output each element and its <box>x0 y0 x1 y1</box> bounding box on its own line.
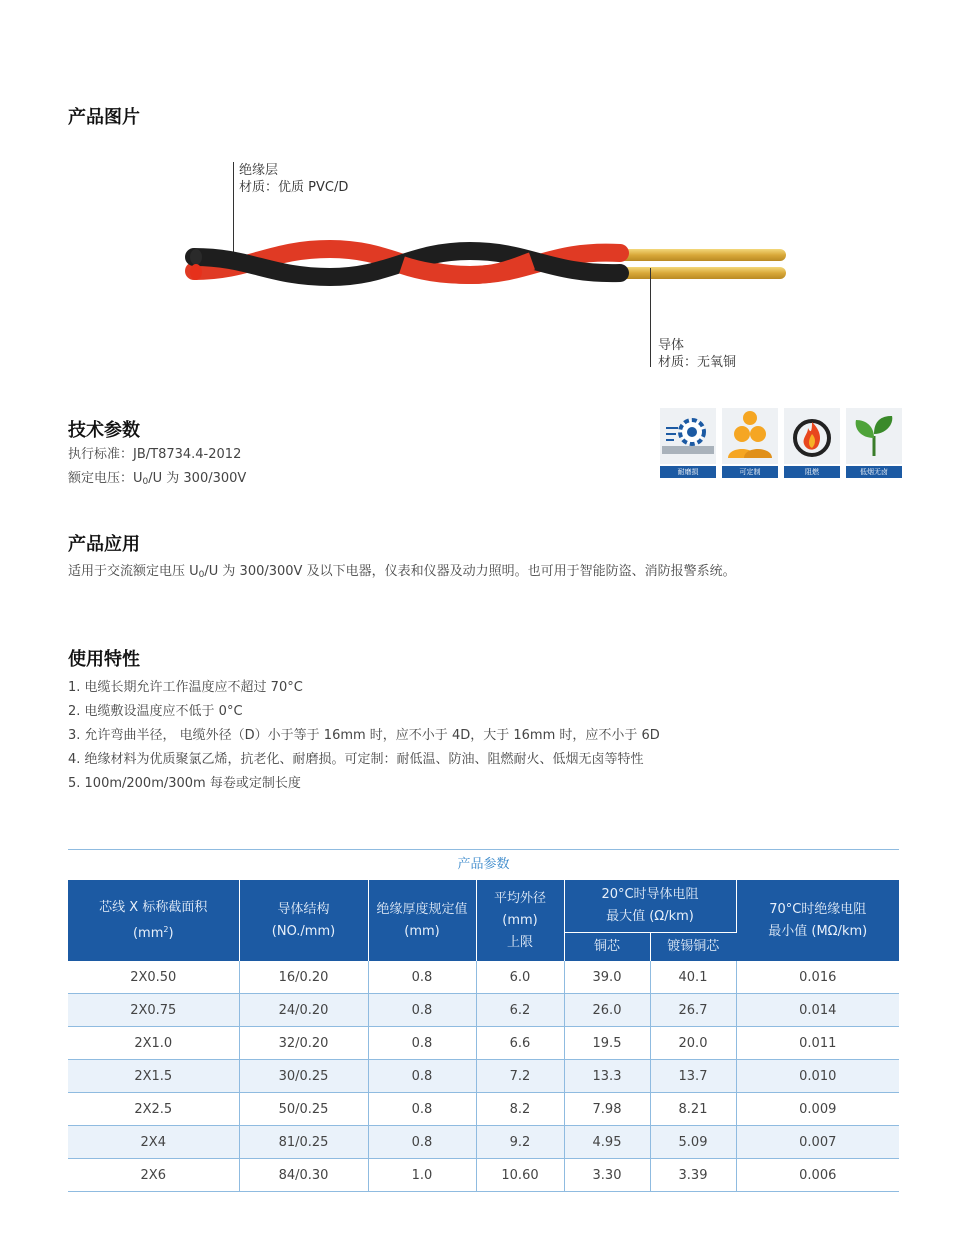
feature-low-smoke <box>846 408 902 478</box>
conductor-top <box>610 249 786 261</box>
table-cell: 0.010 <box>736 1060 899 1093</box>
table-cell: 7.98 <box>564 1093 650 1126</box>
header-insulation-thickness: 绝缘厚度规定值 (mm) <box>368 880 476 961</box>
table-cell: 0.8 <box>368 961 476 994</box>
table-cell: 30/0.25 <box>239 1060 368 1093</box>
table-cell: 40.1 <box>650 961 736 994</box>
table-cell: 20.0 <box>650 1027 736 1060</box>
conductor-callout <box>658 337 736 371</box>
feature-label: 阻燃 <box>784 466 840 478</box>
feature-abrasion <box>660 408 716 478</box>
table-cell: 4.95 <box>564 1126 650 1159</box>
tech-voltage: 额定电压：$U_0/U$ 为 300/300V <box>68 471 247 487</box>
table-cell: 0.8 <box>368 994 476 1027</box>
header-cross-section: 芯线 X 标称截面积 $(mm^2)$ <box>68 880 239 961</box>
feature-label: 可定制 <box>722 466 778 478</box>
table-row <box>68 1093 899 1126</box>
header-copper: 铜芯 <box>564 933 650 962</box>
table-cell: 0.016 <box>736 961 899 994</box>
table-cell: 81/0.25 <box>239 1126 368 1159</box>
feature-icons <box>660 408 902 478</box>
table-cell: 13.3 <box>564 1060 650 1093</box>
people-icon <box>722 408 778 464</box>
section-title-tech: 技术参数 <box>68 420 140 441</box>
wire-end-red <box>190 264 202 280</box>
table-cell: 0.009 <box>736 1093 899 1126</box>
table-row <box>68 1126 899 1159</box>
table-cell: 9.2 <box>476 1126 564 1159</box>
table-cell: 6.2 <box>476 994 564 1027</box>
header-conductor-resistance: 20°C时导体电阻 最大值 (Ω/km) <box>564 880 736 933</box>
table-cell: 1.0 <box>368 1159 476 1192</box>
section-title-image: 产品图片 <box>68 107 140 128</box>
usage-item: 1. 电缆长期允许工作温度应不超过 70°C <box>68 680 303 695</box>
spec-table-section <box>68 849 899 1192</box>
usage-item: 2. 电缆敷设温度应不低于 0°C <box>68 704 243 719</box>
tech-standard: 执行标准：JB/T8734.4-2012 <box>68 447 242 462</box>
table-row <box>68 961 899 994</box>
table-cell: 2X6 <box>68 1159 239 1192</box>
feature-label: 耐磨损 <box>660 466 716 478</box>
insulation-callout <box>239 162 348 196</box>
table-cell: 2X2.5 <box>68 1093 239 1126</box>
spec-table <box>68 880 899 1192</box>
table-cell: 24/0.20 <box>239 994 368 1027</box>
table-cell: 19.5 <box>564 1027 650 1060</box>
conductor-callout-line <box>650 268 651 367</box>
table-cell: 2X1.5 <box>68 1060 239 1093</box>
table-cell: 26.7 <box>650 994 736 1027</box>
usage-item: 3. 允许弯曲半径， 电缆外径（D）小于等于 16mm 时，应不小于 4D，大于 16mm 时，应不小于 6D <box>68 728 660 743</box>
usage-item: 4. 绝缘材料为优质聚氯乙烯，抗老化、耐磨损。可定制：耐低温、防油、阻燃耐火、低烟无卤等特性 <box>68 752 644 767</box>
table-cell: 8.2 <box>476 1093 564 1126</box>
section-title-usage: 使用特性 <box>68 649 140 670</box>
header-outer-diameter: 平均外径 (mm) 上限 <box>476 880 564 961</box>
table-cell: 84/0.30 <box>239 1159 368 1192</box>
table-cell: 8.21 <box>650 1093 736 1126</box>
table-cell: 3.39 <box>650 1159 736 1192</box>
table-row <box>68 994 899 1027</box>
conductor-callout-material: 材质：无氧铜 <box>658 355 737 370</box>
table-cell: 0.8 <box>368 1027 476 1060</box>
table-cell: 39.0 <box>564 961 650 994</box>
table-row <box>68 1060 899 1093</box>
leaf-icon <box>846 408 902 464</box>
table-cell: 2X1.0 <box>68 1027 239 1060</box>
table-cell: 2X0.75 <box>68 994 239 1027</box>
table-cell: 6.6 <box>476 1027 564 1060</box>
table-cell: 0.8 <box>368 1126 476 1159</box>
flame-icon <box>784 408 840 464</box>
table-cell: 26.0 <box>564 994 650 1027</box>
table-cell: 0.007 <box>736 1126 899 1159</box>
wire-end-black <box>190 249 202 265</box>
table-cell: 2X0.50 <box>68 961 239 994</box>
table-cell: 32/0.20 <box>239 1027 368 1060</box>
table-cell: 13.7 <box>650 1060 736 1093</box>
application-text: 适用于交流额定电压 $U_0/U$ 为 300/300V 及以下电器，仪表和仪器及动力照明。也可用于智能防盗、消防报警系统。 <box>68 564 736 580</box>
table-cell: 0.011 <box>736 1027 899 1060</box>
table-cell: 6.0 <box>476 961 564 994</box>
section-title-application: 产品应用 <box>68 534 140 555</box>
feature-flame-retardant <box>784 408 840 478</box>
table-row <box>68 1159 899 1192</box>
conductor-bottom <box>610 267 786 279</box>
header-tinned-copper: 镀锡铜芯 <box>650 933 736 962</box>
conductor-callout-name: 导体 <box>658 338 685 353</box>
table-cell: 16/0.20 <box>239 961 368 994</box>
table-row <box>68 1027 899 1060</box>
usage-item: 5. 100m/200m/300m 每卷或定制长度 <box>68 776 301 791</box>
table-cell: 50/0.25 <box>239 1093 368 1126</box>
feature-label: 低烟无卤 <box>846 466 902 478</box>
table-cell: 0.8 <box>368 1093 476 1126</box>
feature-custom <box>722 408 778 478</box>
table-cell: 2X4 <box>68 1126 239 1159</box>
header-conductor-structure: 导体结构 (NO./mm) <box>239 880 368 961</box>
table-cell: 0.006 <box>736 1159 899 1192</box>
gear-icon <box>660 408 716 464</box>
insulation-callout-name: 绝缘层 <box>239 163 279 178</box>
table-cell: 0.8 <box>368 1060 476 1093</box>
table-cell: 7.2 <box>476 1060 564 1093</box>
table-cell: 5.09 <box>650 1126 736 1159</box>
table-cell: 0.014 <box>736 994 899 1027</box>
table-cell: 3.30 <box>564 1159 650 1192</box>
red-wire-overlap <box>402 261 532 275</box>
header-insulation-resistance: 70°C时绝缘电阻 最小值 (MΩ/km) <box>736 880 899 961</box>
spec-table-title: 产品参数 <box>68 849 899 880</box>
cable-illustration <box>180 235 800 295</box>
table-cell: 10.60 <box>476 1159 564 1192</box>
insulation-callout-material: 材质：优质 PVC/D <box>239 180 349 195</box>
